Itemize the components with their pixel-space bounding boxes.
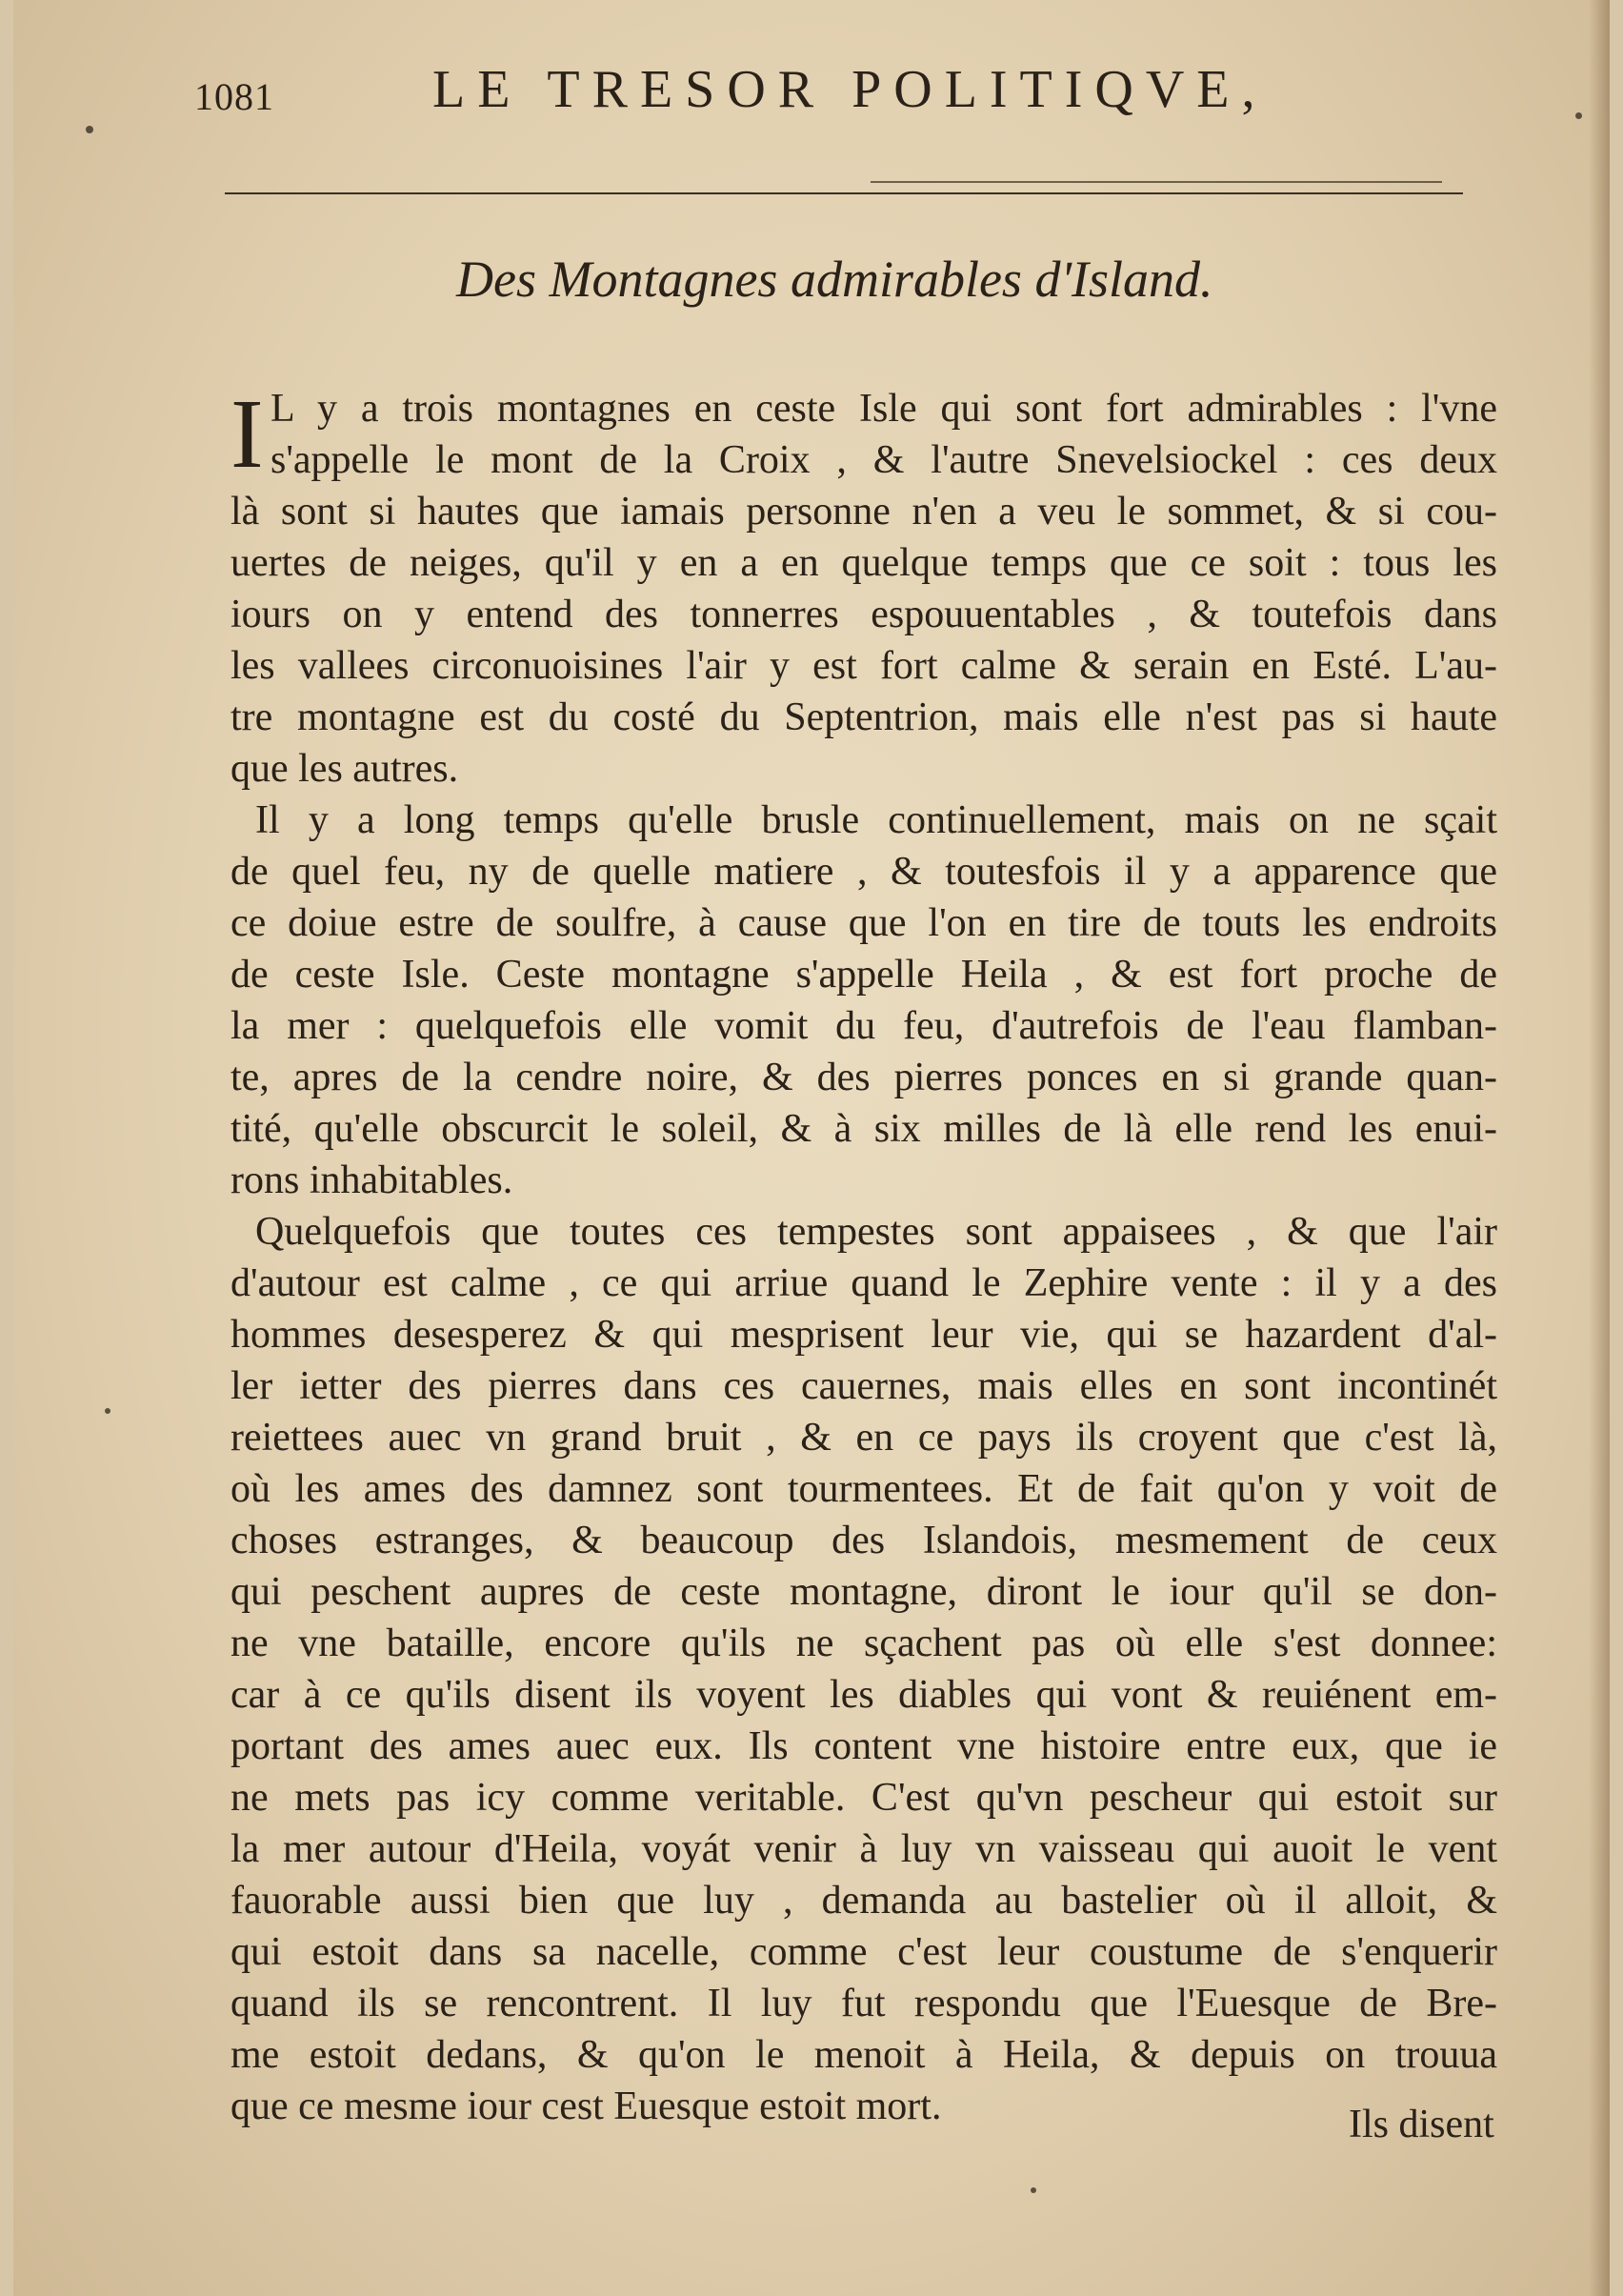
text-line: quand ils se rencontrent. Il luy fut respondu que l'Euesque de Bre- (230, 1982, 1497, 2025)
text-line: te, apres de la cendre noire, & des pierres ponces en si grande quan- (230, 1056, 1497, 1099)
text-line: où les ames des damnez sont tourmentees. Et de fait qu'on y voit de (230, 1467, 1497, 1511)
text-line: tité, qu'elle obscurcit le soleil, & à six milles de là elle rend les enui- (230, 1107, 1497, 1151)
header-rule-secondary (871, 181, 1442, 183)
text-line: ce doiue estre de soulfre, à cause que l'on en tire de touts les endroits (230, 901, 1497, 945)
page-edge-shadow (1589, 0, 1610, 2296)
text-line: Quelquefois que toutes ces tempestes sont appaisees , & que l'air (255, 1210, 1497, 1254)
text-line: la mer autour d'Heila, voyát venir à luy vn vaisseau qui auoit le vent (230, 1827, 1497, 1871)
text-line: ne vne bataille, encore qu'ils ne sçachent pas où elle s'est donnee: (230, 1621, 1497, 1665)
text-line: fauorable aussi bien que luy , demanda au bastelier où il alloit, & (230, 1879, 1497, 1923)
text-line: d'autour est calme , ce qui arriue quand le Zephire vente : il y a des (230, 1261, 1497, 1305)
body-text (230, 379, 1497, 2132)
text-line: hommes desesperez & qui mesprisent leur vie, qui se hazardent d'al- (230, 1313, 1497, 1357)
chapter-title: Des Montagnes admirables d'Island. (456, 251, 1213, 308)
text-line: me estoit dedans, & qu'on le menoit à Heila, & depuis on trouua (230, 2033, 1497, 2077)
text-line: s'appelle le mont de la Croix , & l'autre Snevelsiockel : ces deux (270, 438, 1497, 482)
text-line: rons inhabitables. (230, 1158, 513, 1202)
text-line: Il y a long temps qu'elle brusle continuellement, mais on ne sçait (255, 798, 1497, 842)
catchword: Ils disent (1349, 2103, 1494, 2146)
text-line: de ceste Isle. Ceste montagne s'appelle Heila , & est fort proche de (230, 953, 1497, 997)
page-number: 1081 (194, 75, 274, 118)
text-line: portant des ames auec eux. Ils content vne histoire entre eux, que ie (230, 1724, 1497, 1768)
text-line: là sont si hautes que iamais personne n'en a veu le sommet, & si cou- (230, 490, 1497, 534)
paragraphs (230, 379, 1497, 2132)
text-line: que les autres. (230, 747, 459, 791)
text-line: ne mets pas icy comme veritable. C'est qu'vn pescheur qui estoit sur (230, 1776, 1497, 1820)
text-line: reiettees auec vn grand bruit , & en ce pays ils croyent que c'est là, (230, 1416, 1497, 1460)
text-line: qui estoit dans sa nacelle, comme c'est leur coustume de s'enquerir (230, 1930, 1497, 1974)
book-page (13, 0, 1610, 2296)
drop-cap: I (230, 379, 264, 489)
text-line: les vallees circonuoisines l'air y est fort calme & serain en Esté. L'au- (230, 644, 1497, 688)
text-line: que ce mesme iour cest Euesque estoit mort. (230, 2085, 942, 2128)
paper-spot (1031, 2187, 1036, 2193)
text-line: iours on y entend des tonnerres espouuentables , & toutefois dans (230, 593, 1497, 636)
text-line: de quel feu, ny de quelle matiere , & toutesfois il y a apparence que (230, 850, 1497, 894)
text-line: qui peschent aupres de ceste montagne, diront le iour qu'il se don- (230, 1570, 1497, 1614)
header-rule (225, 192, 1463, 194)
text-line: uertes de neiges, qu'il y en a en quelque temps que ce soit : tous les (230, 541, 1497, 585)
running-title: LE TRESOR POLITIQVE, (432, 60, 1268, 119)
paper-spot (1575, 112, 1582, 119)
text-line: car à ce qu'ils disent ils voyent les diables qui vont & reuiénent em- (230, 1673, 1497, 1717)
text-line: L y a trois montagnes en ceste Isle qui sont fort admirables : l'vne (270, 387, 1497, 431)
paper-spot (105, 1408, 110, 1414)
text-line: choses estranges, & beaucoup des Islandois, mesmement de ceux (230, 1519, 1497, 1562)
text-line: tre montagne est du costé du Septentrion, mais elle n'est pas si haute (230, 695, 1497, 739)
text-line: ler ietter des pierres dans ces cauernes, mais elles en sont incontinét (230, 1364, 1497, 1408)
text-line: la mer : quelquefois elle vomit du feu, d'autrefois de l'eau flamban- (230, 1004, 1497, 1048)
paper-spot (86, 126, 93, 133)
